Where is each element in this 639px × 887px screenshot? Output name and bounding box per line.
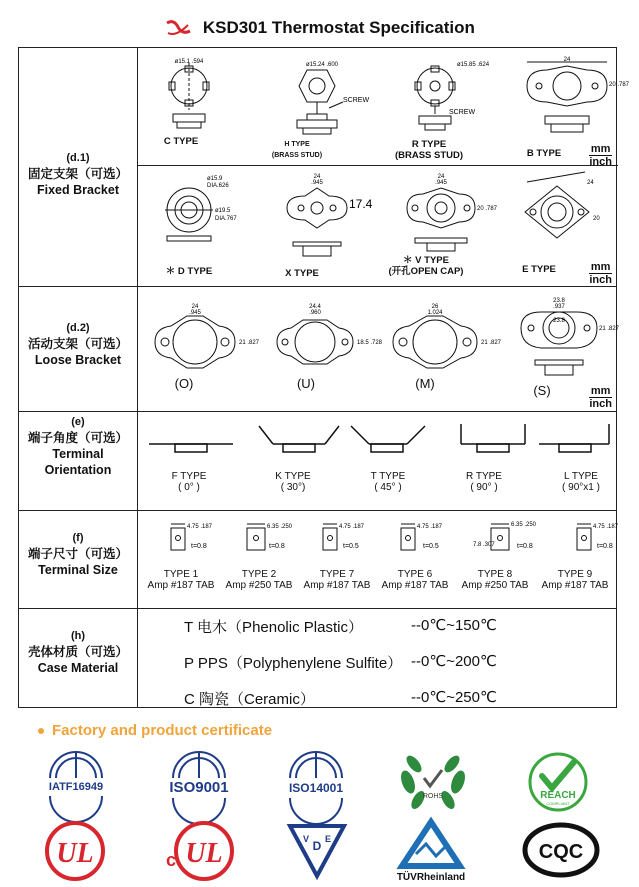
k-type-caption: K TYPE ( 30°) (275, 471, 311, 493)
fixed-code: (d.1) (66, 152, 90, 164)
type7-t: t=0.5 (343, 543, 359, 550)
r-dim: ø15.85 .624 (457, 62, 490, 68)
c-type-caption: C TYPE (163, 136, 199, 147)
type8-h: 7.8 .307 (473, 542, 495, 548)
orientation-en2: Orientation (44, 463, 112, 477)
r-type-caption: R TYPE (BRASS STUD) (394, 139, 464, 161)
o-dim-w: 24 (191, 304, 199, 310)
row-divider (19, 286, 616, 287)
t-type-drawing (351, 426, 425, 452)
v-dim-h: 20 .787 (477, 206, 498, 212)
h-screw: SCREW (343, 97, 370, 104)
tuv-badge (390, 818, 472, 884)
f-type-drawing (149, 444, 233, 452)
loose-cn: 活动支架（可选） (27, 337, 128, 351)
s-dim-w: 23.8 (553, 298, 565, 304)
x-type-caption: X TYPE (285, 268, 319, 279)
b-type-caption: B TYPE (526, 148, 562, 159)
iso9001-badge (163, 752, 235, 810)
m-type-drawing (393, 316, 477, 368)
loose-bracket-label (19, 320, 137, 368)
type2-drawing (247, 524, 265, 550)
type9-drawing (577, 524, 591, 550)
type1-drawing (171, 524, 185, 550)
x-dim-wi: .945 (311, 180, 323, 186)
c-dim: ø15.1 .594 (174, 59, 204, 65)
type8-w: 6.35 .250 (511, 522, 537, 528)
material-range-c: --0℃~250℃ (411, 689, 497, 706)
type2-t: t=0.8 (269, 543, 285, 550)
bullet-icon (38, 728, 44, 734)
b-dim-h: 20 .787 (609, 82, 630, 88)
brand-logo-icon (164, 19, 192, 39)
vde-badge (286, 820, 348, 880)
orientation-code: (e) (71, 416, 85, 428)
s-type-caption: (S) (533, 383, 551, 398)
reach-badge (528, 752, 588, 812)
reach-text: REACH (540, 790, 576, 801)
type6-t: t=0.5 (423, 543, 439, 550)
orientation-cn: 端子角度（可选） (27, 431, 128, 445)
type9-caption: TYPE 9 Amp #187 TAB (541, 569, 609, 591)
rohs-text: ROHS (422, 793, 444, 800)
v-dim-wi: .945 (435, 180, 447, 186)
material-row-t: T 电木（Phenolic Plastic） (184, 619, 363, 636)
units-fixed-2: mm inch (589, 261, 612, 286)
size-cn: 端子尺寸（可选） (27, 547, 128, 561)
v-type-drawing (407, 188, 475, 251)
m-dim-h: 21 .827 (481, 340, 502, 346)
orientation-en1: Terminal (52, 447, 104, 461)
material-row-c: C 陶瓷（Ceramic） (184, 691, 315, 708)
c-type-drawing (169, 63, 209, 128)
r-screw: SCREW (449, 109, 476, 116)
u-dim-w: 24.4 (309, 304, 321, 310)
ul-badge (44, 820, 106, 882)
t-type-caption: T TYPE ( 45° ) (370, 471, 406, 493)
fixed-row1-drawings (147, 57, 630, 158)
l-type-drawing (539, 424, 609, 452)
page-title-text: KSD301 Thermostat Specification (202, 18, 475, 37)
svg-text:D: D (312, 839, 322, 853)
u-type-caption: (U) (296, 376, 316, 391)
k-type-drawing (259, 426, 339, 452)
rohs-badge (398, 748, 468, 814)
d-type-caption: ＊ D TYPE (165, 266, 213, 277)
type9-t: t=0.8 (597, 543, 613, 550)
r-type-drawing (461, 424, 525, 452)
v-type-caption: ＊ V TYPE (开孔OPEN CAP) (388, 255, 464, 277)
type6-caption: TYPE 6 Amp #187 TAB (381, 569, 449, 591)
certificates-title-text: Factory and product certificate (52, 722, 273, 739)
svg-text:E: E (324, 834, 332, 844)
iso14001-text: ISO14001 (288, 781, 344, 795)
spec-table (18, 47, 630, 708)
type6-drawing (401, 524, 415, 550)
o-dim-wi: .945 (189, 310, 201, 316)
size-en: Terminal Size (38, 563, 118, 577)
d-type-drawing (165, 188, 213, 241)
type1-caption: TYPE 1 Amp #187 TAB (147, 569, 215, 591)
x-type-drawing (287, 188, 347, 256)
h-type-caption: H TYPE (BRASS STUD) (271, 141, 323, 159)
iatf-text: IATF16949 (48, 781, 104, 793)
v-dim-w: 24 (437, 174, 445, 180)
e-type-caption: E TYPE (522, 264, 556, 275)
certificates-heading (38, 722, 272, 739)
case-en: Case Material (37, 661, 119, 675)
x-dim-h: 17.4 (349, 197, 373, 211)
fixed-en: Fixed Bracket (37, 183, 119, 197)
h-type-drawing (297, 70, 343, 134)
svg-text:V: V (302, 834, 310, 844)
cqc-badge (522, 822, 600, 878)
b-type-drawing (527, 62, 607, 132)
d-dim-3: ø19.5 (215, 208, 231, 214)
m-type-caption: (M) (415, 376, 435, 391)
material-range-p: --0℃~200℃ (411, 653, 497, 670)
svg-text:UL: UL (185, 838, 223, 869)
orientation-drawings (143, 420, 617, 460)
case-code: (h) (70, 630, 86, 642)
iso9001-text: ISO9001 (169, 779, 229, 796)
e-type-drawing (525, 172, 589, 238)
type7-w: 4.75 .187 (339, 524, 365, 530)
u-type-drawing (277, 320, 353, 364)
s-dim-in: 23.8 (553, 318, 565, 324)
r-type-drawing (415, 66, 455, 130)
material-range-t: --0℃~150℃ (411, 617, 497, 634)
m-dim-w: 26 (431, 304, 439, 310)
u-dim-h: 18.5 .728 (357, 340, 383, 346)
f-type-caption: F TYPE ( 0° ) (171, 471, 207, 493)
loose-code: (d.2) (66, 322, 90, 334)
row-divider-fixed-inner (137, 165, 618, 166)
type7-caption: TYPE 7 Amp #187 TAB (303, 569, 371, 591)
e-dim-h: 20 (593, 216, 600, 222)
type8-caption: TYPE 8 Amp #250 TAB (461, 569, 529, 591)
h-dim: ø15.24 .600 (305, 62, 339, 68)
d-dim-4: DIA.767 (215, 216, 237, 222)
units-fixed-1: mm inch (589, 143, 612, 168)
type1-w: 4.75 .187 (187, 524, 213, 530)
r-type-orientation-caption: R TYPE ( 90° ) (466, 471, 502, 493)
u-dim-wi: .960 (309, 310, 321, 316)
loose-en: Loose Bracket (34, 353, 122, 367)
type8-t: t=0.8 (517, 543, 533, 550)
fixed-bracket-label (19, 150, 137, 198)
l-type-caption: L TYPE ( 90°x1 ) (562, 471, 600, 493)
terminal-size-label (19, 530, 137, 578)
d-dim-1: ø15.9 (207, 176, 223, 182)
o-type-drawing (155, 316, 235, 368)
iso14001-badge (280, 752, 352, 810)
case-cn: 壳体材质（可选） (27, 645, 128, 659)
type9-w: 4.75 .187 (593, 524, 619, 530)
row-divider (19, 411, 616, 412)
s-dim-wi: .937 (553, 304, 565, 310)
type2-w: 6.35 .250 (267, 524, 293, 530)
e-dim-w: 24 (587, 180, 594, 186)
terminal-orientation-label (19, 414, 137, 478)
x-dim-w: 24 (313, 174, 321, 180)
b-dim-w: 24 (563, 57, 571, 63)
type6-w: 4.75 .187 (417, 524, 443, 530)
cqc-text: CQC (538, 841, 584, 863)
row-divider (19, 510, 616, 511)
type2-caption: TYPE 2 Amp #250 TAB (225, 569, 293, 591)
svg-text:UL: UL (56, 838, 94, 869)
d-dim-2: DIA.626 (207, 183, 229, 189)
material-row-p: P PPS（Polyphenylene Sulfite） (184, 655, 403, 672)
m-dim-wi: 1.024 (427, 310, 443, 316)
iatf-badge (40, 752, 112, 810)
row-divider (19, 608, 616, 609)
type7-drawing (323, 524, 337, 550)
o-dim-h: 21 .827 (239, 340, 260, 346)
cul-badge (158, 820, 238, 882)
case-material-label (19, 628, 137, 676)
type1-t: t=0.8 (191, 543, 207, 550)
size-code: (f) (72, 532, 84, 544)
page-title (0, 18, 639, 39)
s-dim-h: 21 .827 (599, 326, 620, 332)
reach-sub-text: COMPLIANT (546, 801, 570, 806)
o-type-caption: (O) (174, 376, 194, 391)
terminal-size-drawings (147, 518, 617, 566)
units-loose: mm inch (589, 385, 612, 410)
svg-text:c: c (166, 850, 177, 870)
tuv-text: TÜVRheinland (396, 872, 466, 883)
fixed-cn: 固定支架（可选） (27, 167, 128, 181)
loose-drawings (147, 298, 620, 391)
